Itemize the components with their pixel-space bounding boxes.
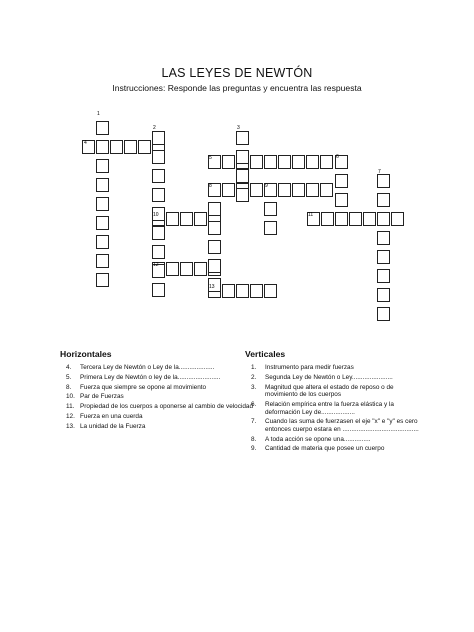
crossword-cell <box>152 169 165 183</box>
crossword-cell <box>96 121 109 135</box>
crossword-cell <box>236 188 249 202</box>
clue-number: 10 <box>153 212 159 218</box>
crossword-cell <box>250 155 263 169</box>
crossword-cell <box>236 131 249 145</box>
crossword-cell <box>96 178 109 192</box>
crossword-cell <box>222 183 235 197</box>
crossword-cell <box>377 193 390 207</box>
crossword-cell <box>138 140 151 154</box>
crossword-cell <box>166 212 179 226</box>
crossword-cell <box>335 193 348 207</box>
crossword-cell <box>250 183 263 197</box>
crossword-cell <box>208 221 221 235</box>
clue-item: 7. Cuando las suma de fuerzasen el eje "x" e "y" es cero entonces cuerpo estara en ........................................... <box>251 418 419 433</box>
crossword-cell <box>152 150 165 164</box>
crossword-cell <box>264 221 277 235</box>
clue-number: 2 <box>153 125 156 131</box>
crossword-cell <box>208 202 221 216</box>
crossword-cell <box>222 155 235 169</box>
page-title: LAS LEYES DE NEWTÓN <box>161 66 313 80</box>
crossword-cell <box>306 155 319 169</box>
crossword-cell <box>264 155 277 169</box>
crossword-cell <box>320 183 333 197</box>
crossword-cell <box>236 284 249 298</box>
crossword-cell <box>208 240 221 254</box>
clue-number: 1 <box>97 111 100 117</box>
crossword-cell <box>236 150 249 164</box>
crossword-cell <box>166 262 179 276</box>
crossword-cell <box>264 284 277 298</box>
clue-number: 5 <box>209 155 212 161</box>
clue-item: 8. A toda acción se opone una............... <box>251 435 371 443</box>
crossword-cell <box>349 212 362 226</box>
crossword-cell <box>124 140 137 154</box>
clue-number: 13 <box>209 284 215 290</box>
clue-item: 3. Magnitud que altera el estado de reposo o de movimiento de los cuerpos <box>251 383 394 399</box>
crossword-cell <box>377 174 390 188</box>
crossword-cell <box>377 269 390 283</box>
crossword-cell <box>278 155 291 169</box>
crossword-cell <box>320 155 333 169</box>
clue-item: 9. Cantidad de materia que posee un cuerpo <box>251 445 385 453</box>
clue-item: 8. Fuerza que siempre se opone al movimiento <box>66 383 207 391</box>
crossword-cell <box>110 140 123 154</box>
clue-number: 4 <box>84 140 87 146</box>
crossword-cell <box>321 212 334 226</box>
crossword-cell <box>236 169 249 183</box>
crossword-cell <box>264 202 277 216</box>
crossword-cell <box>250 284 263 298</box>
crossword-cell <box>194 212 207 226</box>
clue-item: 12. Fuerza en una cuerda <box>66 412 143 420</box>
crossword-cell <box>377 307 390 321</box>
crossword-cell <box>292 183 305 197</box>
crossword-cell <box>335 174 348 188</box>
crossword-cell <box>377 250 390 264</box>
vertical-clues <box>245 349 425 455</box>
clue-item: 1. Instrumento para medir fuerzas <box>251 364 354 371</box>
clue-item: 13. La unidad de la Fuerza <box>66 422 146 430</box>
crossword-cell <box>306 183 319 197</box>
clue-number: 11 <box>308 212 314 218</box>
crossword-cell <box>363 212 376 226</box>
clue-item: 6. Relación empírica entre la fuerza elástica y la deformación Ley de................... <box>251 400 394 416</box>
crossword-cell <box>292 155 305 169</box>
instructions: Instrucciones: Responde las preguntas y encuentra las respuesta <box>112 83 362 93</box>
crossword-cell <box>152 283 165 297</box>
crossword-cell <box>377 288 390 302</box>
clue-number: 8 <box>209 183 212 189</box>
crossword-cell <box>96 254 109 268</box>
crossword-cell <box>152 245 165 259</box>
clue-number: 6 <box>336 154 339 160</box>
vertical-heading: Verticales <box>245 349 286 359</box>
crossword-cell <box>377 231 390 245</box>
crossword-cell <box>96 273 109 287</box>
clue-item: 11. Propiedad de los cuerpos a oponerse al cambio de velocidad <box>66 403 254 411</box>
crossword-cell <box>96 197 109 211</box>
crossword-cell <box>96 216 109 230</box>
horizontal-heading: Horizontales <box>60 349 112 359</box>
crossword-cell <box>180 212 193 226</box>
crossword-cell <box>152 226 165 240</box>
crossword-cell <box>180 262 193 276</box>
crossword-cell <box>208 259 221 273</box>
crossword-cell <box>391 212 404 226</box>
crossword-cell <box>278 183 291 197</box>
crossword-cell <box>377 212 390 226</box>
horizontal-clues <box>60 349 260 432</box>
crossword-cell <box>335 212 348 226</box>
crossword-cell <box>222 284 235 298</box>
clue-number: 3 <box>237 125 240 131</box>
crossword-cell <box>152 188 165 202</box>
clue-item: 2. Segunda Ley de Newtón o Ley....................... <box>251 373 393 381</box>
clue-number: 9 <box>265 183 268 189</box>
clue-item: 10. Par de Fuerzas <box>66 393 124 401</box>
crossword-cell <box>96 235 109 249</box>
crossword-cell <box>96 159 109 173</box>
crossword-cell <box>96 140 109 154</box>
clue-number: 12 <box>153 262 159 268</box>
clue-item: 5. Primera Ley de Newtón o ley de la........................ <box>66 373 221 381</box>
crossword-cell <box>152 131 165 145</box>
clue-item: 4. Tercera Ley de Newtón o Ley de la.................... <box>66 364 215 371</box>
clue-number: 7 <box>378 169 381 175</box>
crossword-cell <box>194 262 207 276</box>
